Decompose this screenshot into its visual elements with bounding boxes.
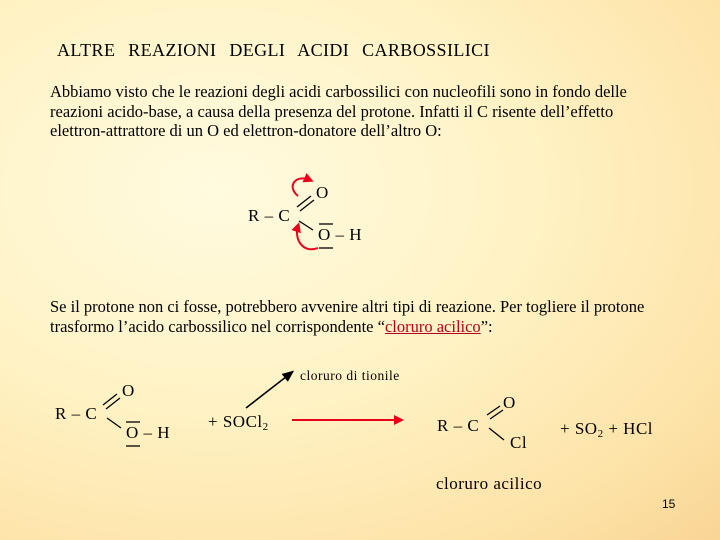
product-o-carbonyl: O <box>503 393 516 412</box>
intro-paragraph: Abbiamo visto che le reazioni degli acidi carbossilici con nucleofili sono in fondo delle reazioni acido-base, a causa della presenza del protone. Infatti il C risente dell’effetto elettron-attrattore di un O ed elettron-donatore dell’altro O: <box>50 82 627 140</box>
curved-arrow-top <box>293 178 310 196</box>
reactant-o-carbonyl: O <box>122 381 135 400</box>
structure1-oh: O – H <box>318 225 363 244</box>
byproducts: + $SO_2$ + HCl <box>560 419 654 440</box>
reactant-rc: R – C <box>55 404 98 423</box>
product-single-bond <box>489 428 504 440</box>
reactant-single-bond <box>107 418 121 428</box>
structure1-single-bond <box>299 221 313 230</box>
curved-arrow-bottom <box>297 226 318 249</box>
product-rc: R – C <box>437 416 480 435</box>
product-double-bond <box>487 406 503 419</box>
reactant-double-bond <box>103 394 120 409</box>
reagent-socl2: + SOCl$_2$ <box>208 412 269 433</box>
label-pointer-arrow <box>246 373 291 408</box>
slide-title: ALTRE REAZIONI DEGLI ACIDI CARBOSSILICI <box>57 40 490 60</box>
structure1-o-carbonyl: O <box>316 183 329 202</box>
structure1-rc: R – C <box>248 206 291 225</box>
product-cl: Cl <box>510 433 528 452</box>
reactant-oh: O – H <box>126 423 171 442</box>
paragraph2-text: Se il protone non ci fosse, potrebbero avvenire altri tipi di reazione. Per togliere il protone trasformo l’acido carbossilico nel corrispondente “ <box>50 297 645 336</box>
page-number: 15 <box>662 497 676 511</box>
paragraph2-end: ”: <box>480 316 493 336</box>
cloruro-acilico-highlight: cloruro acilico <box>384 316 481 336</box>
reagent-label: cloruro di tionile <box>300 368 400 383</box>
structure1-double-bond <box>297 196 314 211</box>
product-label: cloruro acilico <box>436 474 543 493</box>
